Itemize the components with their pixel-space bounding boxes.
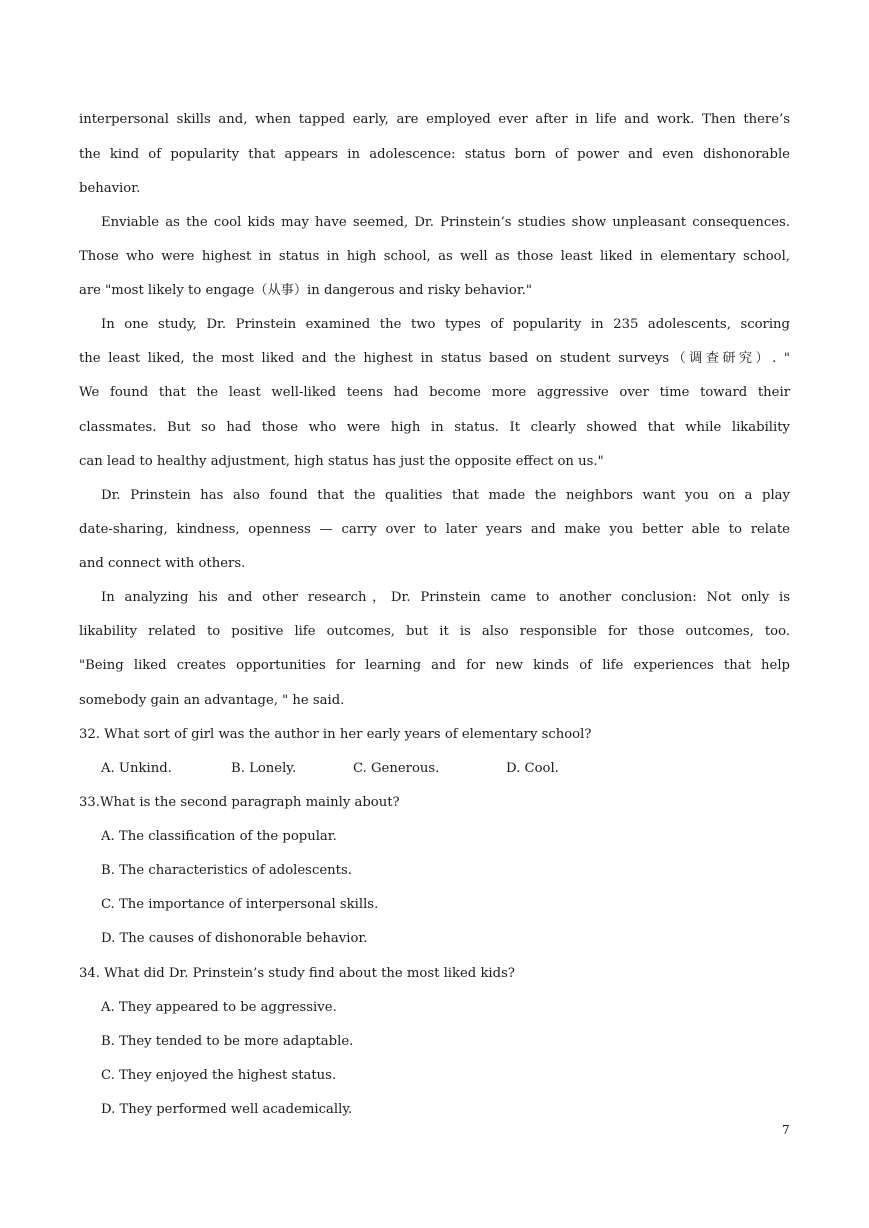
- question-33-option-a: A. The classification of the popular.: [101, 829, 337, 844]
- question-33-stem: 33.What is the second paragraph mainly about?: [79, 795, 400, 810]
- passage-line: "Being liked creates opportunities for learning and for new kinds of life experiences that help: [79, 658, 790, 673]
- question-34-option-a: A. They appeared to be aggressive.: [101, 1000, 337, 1015]
- passage-line: classmates. But so had those who were high in status. It clearly showed that while likability: [79, 420, 790, 435]
- question-32-options: [101, 759, 601, 779]
- passage-line: the kind of popularity that appears in adolescence: status born of power and even dishonorable: [79, 147, 790, 162]
- page-number: 7: [782, 1123, 790, 1137]
- passage-line: interpersonal skills and, when tapped early, are employed ever after in life and work. Then there’s: [79, 112, 790, 127]
- question-32-option-a: A. Unkind.: [101, 761, 172, 776]
- passage-line: behavior.: [79, 181, 141, 196]
- passage-line: the least liked, the most liked and the highest in status based on student surveys（调查研究）. ": [79, 351, 790, 366]
- passage-line: likability related to positive life outcomes, but it is also responsible for those outcomes, too.: [79, 624, 790, 639]
- passage-line: date-sharing, kindness, openness — carry over to later years and make you better able to relate: [79, 522, 790, 537]
- passage-line: Enviable as the cool kids may have seemed, Dr. Prinstein’s studies show unpleasant consequences.: [101, 215, 790, 230]
- question-32-option-d: D. Cool.: [506, 761, 559, 776]
- passage-line: We found that the least well-liked teens had become more aggressive over time toward their: [79, 385, 790, 400]
- passage-line: Those who were highest in status in high school, as well as those least liked in elementary school,: [79, 249, 790, 264]
- passage-line: are "most likely to engage（从事）in dangerous and risky behavior.": [79, 283, 532, 298]
- question-34-option-d: D. They performed well academically.: [101, 1102, 353, 1117]
- question-32-option-c: C. Generous.: [353, 761, 440, 776]
- passage-line: In analyzing his and other research，Dr. Prinstein came to another conclusion: Not only is: [101, 590, 790, 605]
- passage-line: In one study, Dr. Prinstein examined the two types of popularity in 235 adolescents, scoring: [101, 317, 790, 332]
- question-33-option-c: C. The importance of interpersonal skills.: [101, 897, 379, 912]
- passage-line: can lead to healthy adjustment, high status has just the opposite effect on us.": [79, 454, 604, 469]
- question-34-stem: 34. What did Dr. Prinstein’s study find about the most liked kids?: [79, 966, 515, 981]
- passage-line: somebody gain an advantage, " he said.: [79, 693, 345, 708]
- question-34-option-b: B. They tended to be more adaptable.: [101, 1034, 354, 1049]
- question-33-option-d: D. The causes of dishonorable behavior.: [101, 931, 368, 946]
- question-32-stem: 32. What sort of girl was the author in her early years of elementary school?: [79, 727, 592, 742]
- question-32-option-b: B. Lonely.: [231, 761, 297, 776]
- passage-line: and connect with others.: [79, 556, 246, 571]
- passage-line: Dr. Prinstein has also found that the qualities that made the neighbors want you on a play: [101, 488, 790, 503]
- question-34-option-c: C. They enjoyed the highest status.: [101, 1068, 337, 1083]
- question-33-option-b: B. The characteristics of adolescents.: [101, 863, 352, 878]
